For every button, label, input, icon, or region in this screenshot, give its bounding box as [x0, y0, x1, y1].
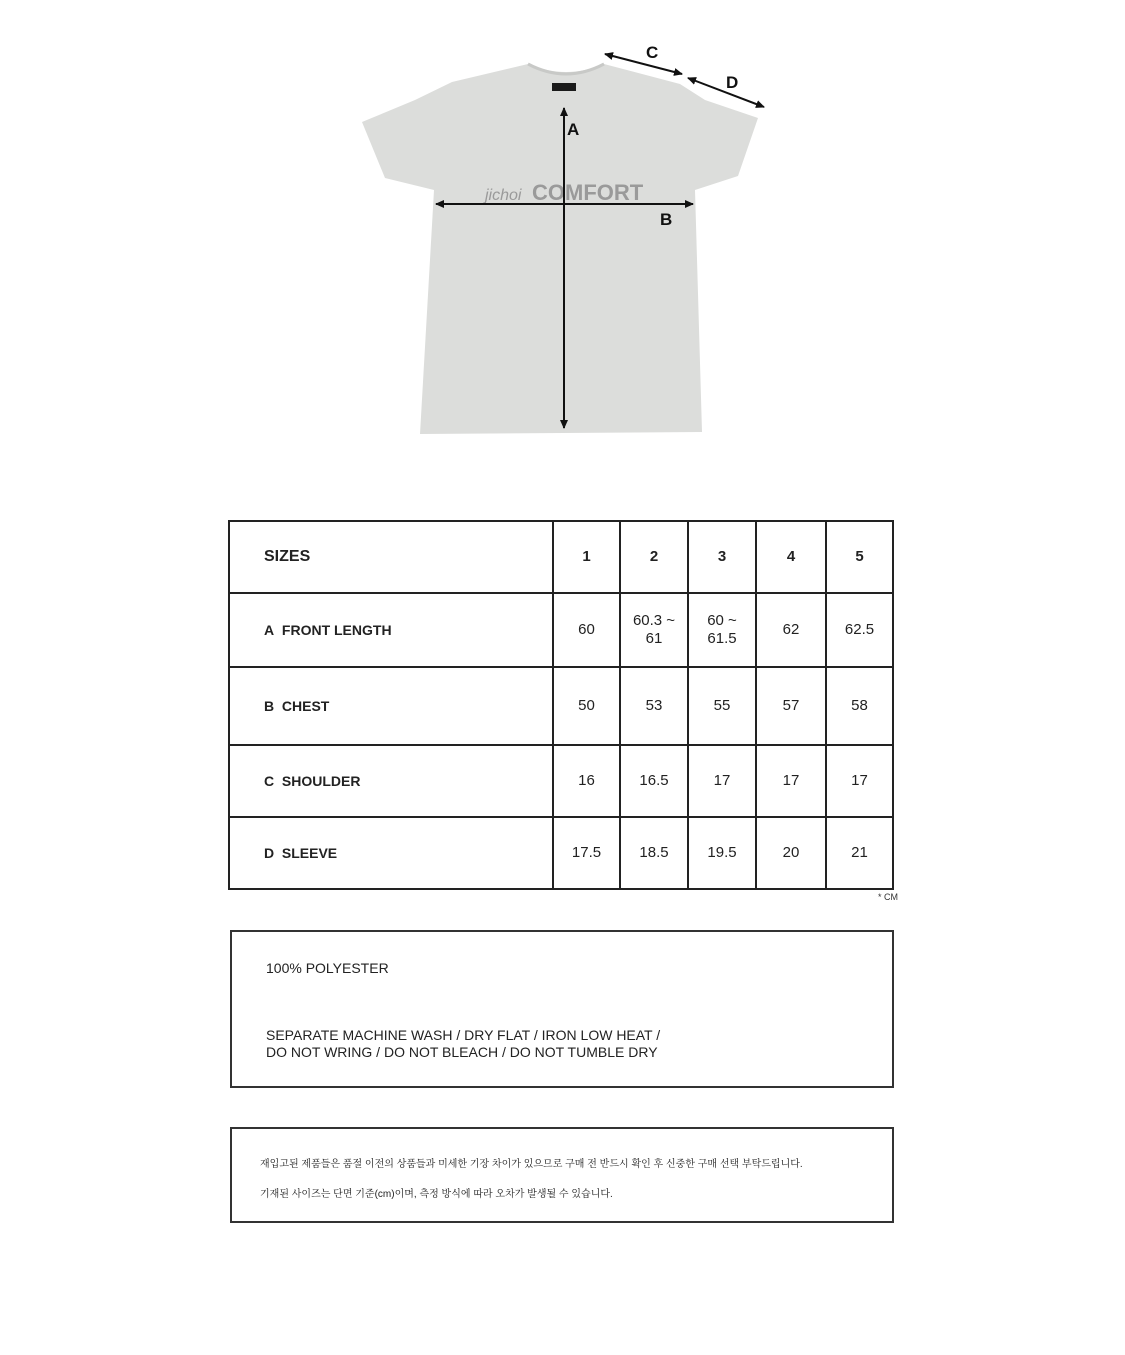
cell-chest-1: 50 [553, 667, 620, 745]
cell-shoulder-5: 17 [826, 745, 893, 817]
row-label-chest: B CHEST [229, 667, 553, 745]
marker-b: B [660, 210, 673, 229]
table-row-chest [229, 667, 893, 745]
tshirt-illustration [0, 0, 1125, 470]
size-table-header-row [229, 521, 893, 593]
care-instructions-line-1: SEPARATE MACHINE WASH / DRY FLAT / IRON LOW HEAT / [266, 1027, 661, 1043]
cell-front-length-4: 62 [756, 593, 826, 667]
cell-chest-3: 55 [688, 667, 756, 745]
table-row-front-length [229, 593, 893, 667]
tshirt-shape [362, 64, 758, 434]
cell-chest-5: 58 [826, 667, 893, 745]
cell-sleeve-3: 19.5 [688, 817, 756, 889]
cell-front-length-1: 60 [553, 593, 620, 667]
cell-front-length-5: 62.5 [826, 593, 893, 667]
cell-shoulder-4: 17 [756, 745, 826, 817]
table-row-sleeve [229, 817, 893, 889]
cell-sleeve-2: 18.5 [620, 817, 688, 889]
cell-shoulder-3: 17 [688, 745, 756, 817]
cell-shoulder-2: 16.5 [620, 745, 688, 817]
row-label-front-length: A FRONT LENGTH [229, 593, 553, 667]
notice-line-1: 재입고된 제품들은 품절 이전의 상품들과 미세한 기장 차이가 있으므로 구매 전 반드시 확인 후 신중한 구매 선택 부탁드립니다. [260, 1159, 803, 1170]
cell-chest-2: 53 [620, 667, 688, 745]
cell-sleeve-4: 20 [756, 817, 826, 889]
notice-box [230, 1127, 894, 1223]
size-header-2: 2 [620, 521, 688, 593]
row-label-sleeve: D SLEEVE [229, 817, 553, 889]
size-table [228, 520, 894, 890]
tshirt-measurement-figure [0, 0, 1125, 470]
neck-label [552, 83, 576, 91]
size-header-4: 4 [756, 521, 826, 593]
chest-print-brand-small: jichoi [485, 187, 522, 204]
cell-front-length-3: 60 ~ 61.5 [688, 593, 756, 667]
care-instructions-line-2: DO NOT WRING / DO NOT BLEACH / DO NOT TUMBLE DRY [266, 1044, 658, 1060]
marker-a: A [567, 120, 580, 139]
care-instructions-box [230, 930, 894, 1088]
cell-sleeve-5: 21 [826, 817, 893, 889]
cell-sleeve-1: 17.5 [553, 817, 620, 889]
row-label-shoulder: C SHOULDER [229, 745, 553, 817]
marker-c: C [646, 43, 659, 62]
chest-print-brand-large: COMFORT [532, 180, 644, 205]
cell-shoulder-1: 16 [553, 745, 620, 817]
sizes-header-label: SIZES [229, 521, 553, 593]
size-header-1: 1 [553, 521, 620, 593]
cell-front-length-2: 60.3 ~ 61 [620, 593, 688, 667]
marker-d: D [726, 73, 739, 92]
notice-line-2: 기재된 사이즈는 단면 기준(cm)이며, 측정 방식에 따라 오차가 발생될 수 있습니다. [260, 1189, 613, 1200]
size-header-5: 5 [826, 521, 893, 593]
material-text: 100% POLYESTER [266, 960, 389, 976]
table-row-shoulder [229, 745, 893, 817]
size-header-3: 3 [688, 521, 756, 593]
unit-note: * CM [878, 892, 898, 902]
cell-chest-4: 57 [756, 667, 826, 745]
